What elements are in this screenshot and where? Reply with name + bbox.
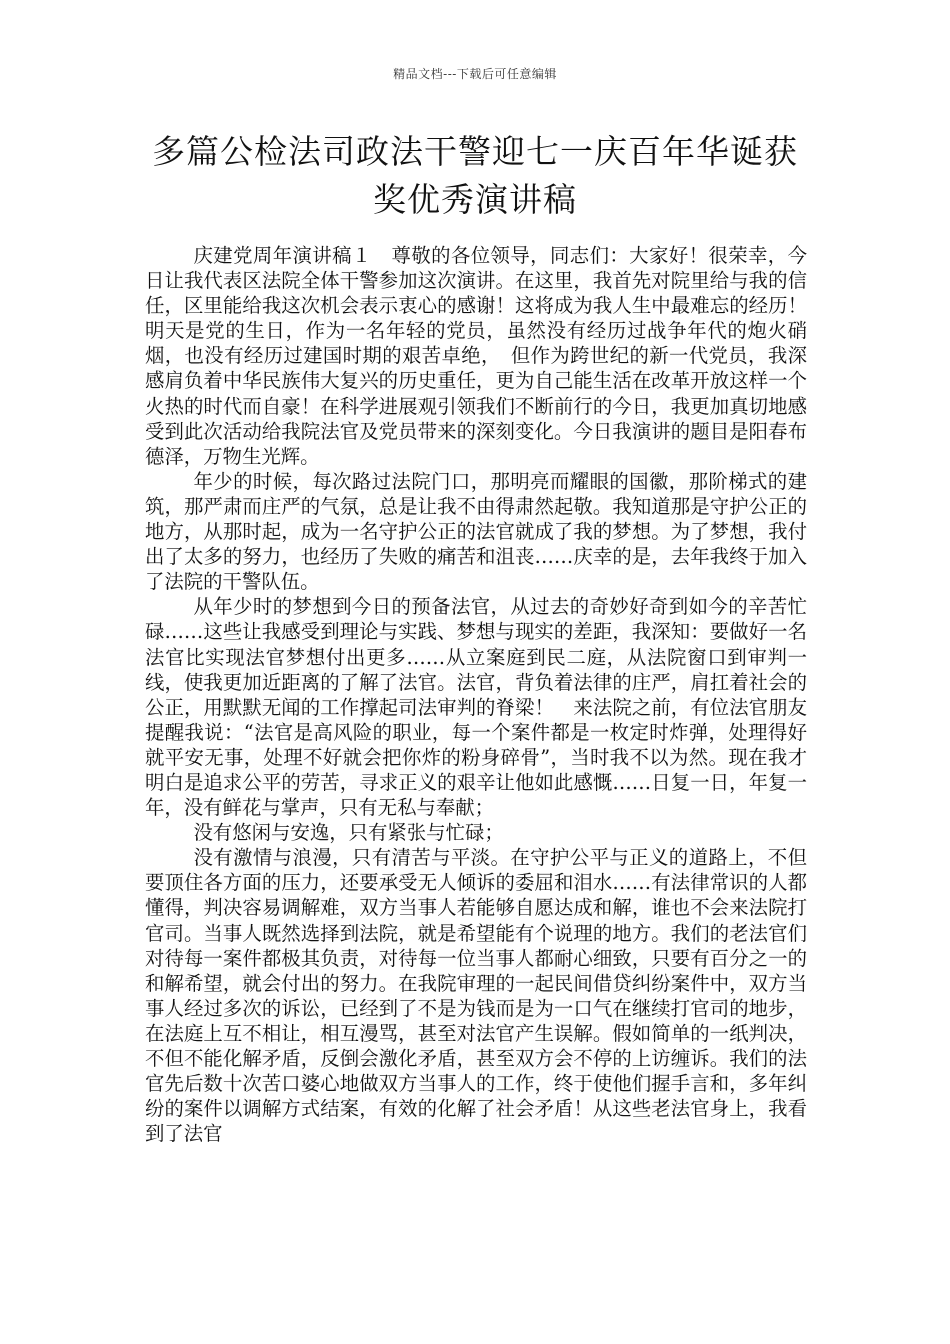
document-title: 多篇公检法司政法干警迎七一庆百年华诞获奖优秀演讲稿	[152, 132, 798, 219]
paragraph: 没有激情与浪漫，只有清苦与平淡。在守护公平与正义的道路上，不但要顶住各方面的压力，还要承受无人倾诉的委屈和泪水……有法律常识的人都懂得，判决容易调解难，双方当事人若能够自愿达成和解，谁也不会来法院打官司。当事人既然选择到法院，就是希望能有个说理的地方。我们的老法官们对待每一案件都极其负责，对待每一位当事人都耐心细致，只要有百分之一的和解希望，就会付出的努力。在我院审理的一起民间借贷纠纷案件中，双方当事人经过多次的诉讼，已经到了不是为钱而是为一口气在继续打官司的地步，在法庭上互不相让，相互漫骂，甚至对法官产生误解。假如简单的一纸判决，不但不能化解矛盾，反倒会激化矛盾，甚至双方会不停的上访缠诉。我们的法官先后数十次苦口婆心地做双方当事人的工作，终于使他们握手言和，多年纠纷的案件以调解方式结案，有效的化解了社会矛盾！从这些老法官身上，我看到了法官	[145, 846, 807, 1146]
page-header-note: 精品文档---下载后可任意编辑	[393, 67, 557, 81]
document-body	[145, 243, 827, 1146]
paragraph: 庆建党周年演讲稿１ 尊敬的各位领导，同志们：大家好！很荣幸，今日让我代表区法院全体干警参加这次演讲。在这里，我首先对院里给与我的信任，区里能给我这次机会表示衷心的感谢！这将成为我人生中最难忘的经历！ 明天是党的生日，作为一名年轻的党员，虽然没有经历过战争年代的炮火硝烟，也没有经历过建国时期的艰苦卓绝， 但作为跨世纪的新一代党员，我深感肩负着中华民族伟大复兴的历史重任，更为自己能生活在改革开放这样一个火热的时代而自豪！在科学进展观引领我们不断前行的今日，我更加真切地感受到此次活动给我院法官及党员带来的深刻变化。今日我演讲的题目是阳春布德泽，万物生光辉。	[145, 244, 827, 468]
paragraph: 从年少时的梦想到今日的预备法官，从过去的奇妙好奇到如今的辛苦忙碌……这些让我感受到理论与实践、梦想与现实的差距，我深知：要做好一名法官比实现法官梦想付出更多……从立案庭到民二庭，从法院窗口到审判一线，使我更加近距离的了解了法官。法官，背负着法律的庄严，肩扛着社会的公正，用默默无闻的工作撑起司法审判的脊梁！ 来法院之前，有位法官朋友提醒我说：“法官是高风险的职业，每一个案件都是一枚定时炸弹，处理得好就平安无事，处理不好就会把你炸的粉身碎骨”，当时我不以为然。现在我才明白是追求公平的劳苦，寻求正义的艰辛让他如此感慨……日复一日，年复一年，没有鲜花与掌声，只有无私与奉献；	[145, 595, 807, 820]
paragraph: 年少的时候，每次路过法院门口，那明亮而耀眼的国徽，那阶梯式的建筑，那严肃而庄严的气氛，总是让我不由得肃然起敬。我知道那是守护公正的地方，从那时起，成为一名守护公正的法官就成了我的梦想。为了梦想，我付出了太多的努力，也经历了失败的痛苦和沮丧……庆幸的是，去年我终于加入了法院的干警队伍。	[145, 469, 807, 594]
paragraph: 没有悠闲与安逸，只有紧张与忙碌；	[193, 821, 504, 845]
